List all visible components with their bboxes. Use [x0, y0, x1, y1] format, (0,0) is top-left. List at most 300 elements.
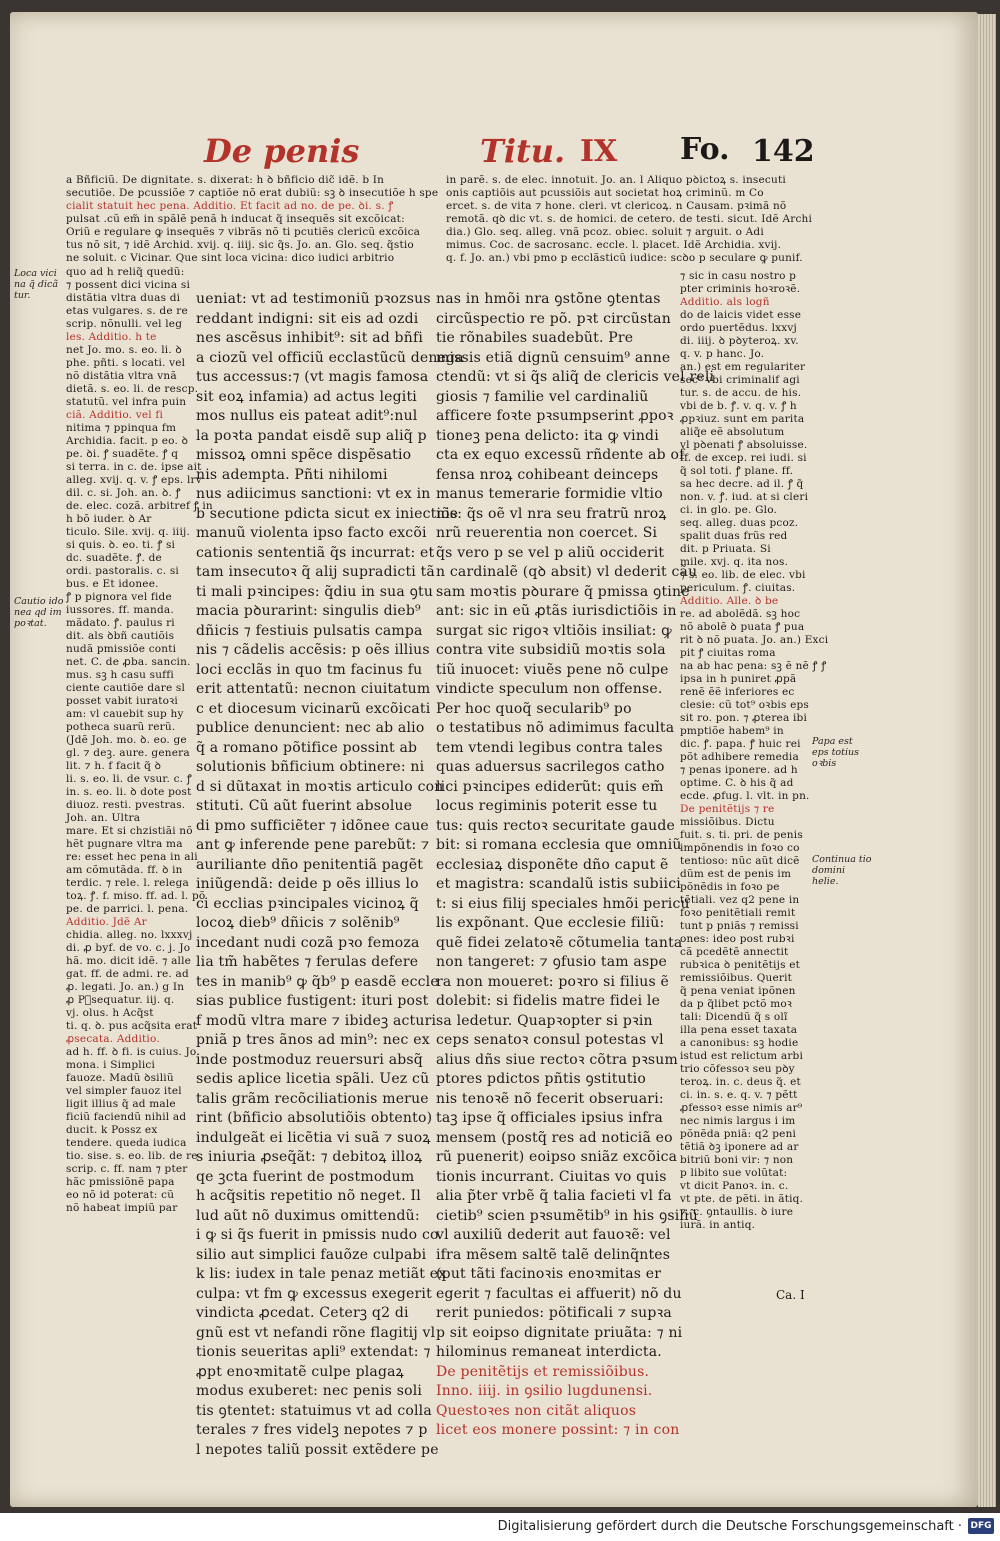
text-line: re. ad abolẽdã. sꝫ hoc	[680, 608, 801, 620]
text-line: ant: sic in eũ ꝓtãs iurisdictiõis in	[436, 603, 677, 619]
text-line: sam moꝛtis pꝺurare q̃ pmissa ꝯtine	[436, 583, 690, 600]
text-line: k lis: iudex in tale penaz metiãt ex	[196, 1266, 447, 1282]
text-line: stituti. Cũ aũt fuerint absolue	[196, 798, 413, 814]
text-line: nudã pmissiõe conti	[66, 643, 177, 655]
text-line: tus: quis rectoꝛ securitate gaude	[436, 817, 676, 834]
text-line: cationis sententiã q̃s incurrat: et	[196, 544, 435, 561]
text-line: toꝝ. ꝭ. f. miso. ff. ad. l. põ	[66, 890, 206, 902]
text-line: q. f. Jo. an.) vbi pmo p ecclãsticũ iudice: scꝺo p seculare ꝙ punif.	[446, 252, 803, 264]
text-line: mona. i Simplici	[66, 1059, 156, 1071]
text-line: q̃ a romano põtifice possint ab	[196, 739, 418, 756]
text-line: ant ꝙ inferende pene parebũt: ⁊	[196, 837, 430, 853]
text-line: ra non moueret: poꝛro si filius ẽ	[436, 973, 670, 990]
text-line: c et diocesum vicinarũ excõicati	[196, 700, 431, 717]
text-line: sa ledetur. Quapꝛopter si pꝛin	[436, 1012, 653, 1029]
text-line: (put tãti facinoꝛis enoꝛmitas er	[436, 1266, 662, 1282]
text-line: ff. de excep. rei iudi. si	[680, 452, 807, 464]
gloss-top-right	[446, 174, 813, 265]
text-line: renẽ ẽẽ inferiores ec	[680, 686, 795, 698]
text-line: ne soluit. c Vicinar. Que sint loca vicina: dico iudici arbitrio	[66, 252, 395, 264]
text-line: phe. pñti. s locati. vel	[66, 357, 186, 369]
folio-number: 142	[752, 134, 815, 169]
marginal-note-loca-vicina: Loca vici na q̃ dicã tur.	[14, 268, 59, 301]
text-line: Joh. an. Ultra	[66, 812, 141, 824]
text-line: a canonibus: sꝫ hodie	[680, 1037, 799, 1049]
text-line: tem vtendi legibus contra tales	[436, 739, 663, 756]
text-line: missoꝝ omni spẽce dispẽsatio	[196, 447, 412, 463]
text-line: t: si eius filij speciales hmõi pericu	[436, 895, 690, 912]
text-line: hã. mo. dicit idẽ. ⁊ alle	[66, 955, 192, 967]
text-line: l nepotes taliũ possit extẽdere pe	[196, 1441, 439, 1458]
text-line: alius dñs siue rectoꝛ cõtra pꝛsum	[436, 1051, 678, 1068]
text-line: ciente cautiõe dare sl	[66, 682, 186, 694]
text-line: ecclesiaꝝ disponẽte dño caput ẽ	[436, 856, 669, 873]
text-line: vt pte. de pẽti. in ãtiq.	[680, 1193, 804, 1205]
text-line: ci. in. s. e. q. v. ⁊ pẽtt	[680, 1089, 798, 1101]
text-line: tus nõ sit, ⁊ idẽ Archid. xvij. q. iiij. sic q̃s. Jo. an. Glo. seq. q̃stio	[66, 239, 414, 251]
text-line: aliq̃e eẽ absolutum	[680, 426, 785, 438]
text-line: missiõibus. Dictu	[680, 816, 775, 828]
text-line: b secutione pdicta sicut ex iniectiõe	[196, 505, 459, 522]
text-line: f modũ vltra mare ⁊ ibideꝫ acturi	[196, 1012, 437, 1029]
text-line: surgat sic rigoꝛ vltiõis insiliat: ꝙ	[436, 622, 672, 639]
text-line: cta ex equo excessũ rñdente ab of	[436, 447, 685, 463]
text-line: ꝓfessoꝛ esse nimis ar⁹	[680, 1102, 803, 1114]
text-line: Inno. iiij. in ꝯsilio lugdunensi.	[436, 1383, 653, 1399]
text-line: põnẽdis in foꝛo pe	[680, 881, 780, 893]
text-line: circũspectio re põ. pꝛt circũstan	[436, 310, 671, 327]
text-line: missis etiã dignũ censuim⁹ anne	[436, 349, 671, 366]
text-line: locus regiminis poterit esse tu	[436, 798, 658, 814]
text-line: o testatibus nõ adimimus faculta	[436, 720, 675, 736]
gloss-right-column	[680, 270, 829, 1298]
text-line: ones: ideo post rubꝛi	[680, 933, 795, 945]
text-line: nec nimis largus i im	[680, 1115, 796, 1127]
gloss-left-column	[66, 266, 213, 1306]
text-line: tam insecutoꝛ q̃ alij supradicti tã	[196, 564, 435, 580]
text-line: h acq̃sitis repetitio nõ neget. Il	[196, 1188, 421, 1204]
text-line: sit eoꝝ infamia) ad actus legiti	[196, 388, 417, 405]
text-line: quẽ fidei zelatoꝛẽ cõtumelia tanta	[436, 934, 683, 951]
text-line: vj. olus. h Acq̃st	[66, 1007, 154, 1019]
text-line: sa hec decre. ad il. ꝭ q̃	[680, 478, 804, 490]
text-line: bit: si romana ecclesia que omniũ	[436, 837, 682, 853]
text-line: erit attentatũ: necnon ciuitatum	[196, 681, 431, 697]
text-line: reddant indigni: sit eis ad ozdi	[196, 310, 419, 327]
text-line: pe. de parrici. l. pena.	[66, 903, 189, 915]
text-line: ⁊ possent dici vicina si	[66, 279, 191, 291]
text-line: di. ꝓ byf. de vo. c. j. Jo	[66, 942, 191, 954]
dfg-logo-icon: DFG	[968, 1518, 994, 1534]
text-line: rerit puniedos: pötificali ⁊ supꝛa	[436, 1305, 672, 1321]
text-line: iurã. in antiq.	[680, 1219, 756, 1231]
text-line: onis captiõis aut pcussiõis aut societat hoꝝ criminũ. m Co	[446, 187, 764, 199]
text-line: etas vulgares. s. de re	[66, 305, 188, 317]
text-line: pter criminis hoꝛroꝛẽ.	[680, 283, 801, 295]
text-line: lia tm̃ habẽtes ⁊ ferulas defere	[196, 954, 419, 970]
text-line: alia p̃ter vrbẽ q̃ talia facieti vl fa	[436, 1188, 672, 1204]
text-line: ercet. s. de vita ⁊ hone. cleri. vt clericoꝝ. n Causam. pꝛimã nõ	[446, 200, 787, 212]
text-line: hãc pmissiõnẽ papa	[66, 1176, 175, 1188]
text-line: ti. q. ꝺ. pus acq̃sita erat	[66, 1020, 198, 1032]
text-line: quas aduersus sacrilegos catho	[436, 759, 665, 775]
text-line: net. C. de ꝓba. sancin.	[66, 656, 191, 668]
text-line: non tangeret: ⁊ ꝯfusio tam aspe	[436, 954, 668, 970]
text-line: põt adhibere remedia	[680, 751, 799, 763]
text-line: optime. C. ꝺ his q̃ ad	[680, 777, 794, 789]
running-head-title-number: IX	[580, 134, 618, 169]
text-line: p libito sue volũtat:	[680, 1167, 788, 1179]
text-line: am cõmutãda. ff. ꝺ in	[66, 864, 183, 876]
text-line: ⁊ sic in casu nostro p	[680, 270, 797, 282]
text-line: impõnendis in foꝛo co	[680, 842, 800, 854]
text-line: q̃s vero p se vel p aliũ occiderit	[436, 544, 665, 561]
text-line: eo nõ id poterat: cũ	[66, 1189, 175, 1201]
text-line: auriliante dño penitentiã pagẽt	[196, 856, 424, 873]
text-line: dolebit: si fidelis matre fidei le	[436, 993, 661, 1009]
text-line: tionis incurrant. Ciuitas vo quis	[436, 1168, 667, 1185]
text-line: culpa: vt fm ꝙ excessus exegerit	[196, 1285, 432, 1302]
text-line: silio aut simplici fauõze culpabi	[196, 1246, 427, 1263]
text-line: ⁊. c. ꝯntaullis. ꝺ iure	[680, 1206, 794, 1218]
text-line: lis expõnant. Que ecclesie filiũ:	[436, 915, 665, 931]
text-line: ⁊ penas iponere. ad h	[680, 764, 798, 776]
text-line: publice denuncient: nec ab alio	[196, 720, 425, 736]
marginal-note-cautio: Cautio ido nea qd im poꝛtat.	[14, 596, 64, 629]
text-line: clesie: cũ tot⁹ oꝛbis eps	[680, 699, 810, 711]
text-line: egerit ⁊ facultas ei affuerit) nõ du	[436, 1285, 682, 1302]
text-line: tentioso: nũc aũt dicẽ	[680, 855, 800, 867]
text-line: secutiõe. De pcussiõe ⁊ captiõe nõ erat dubiũ: sꝫ ꝺ insecutiõe h spe	[66, 187, 439, 199]
text-line: si quis. ꝺ. eo. ti. ꝭ si	[66, 539, 176, 551]
text-line: istud est relictum arbi	[680, 1050, 804, 1062]
text-line: trio cõfessoꝛ seu pꝺy	[680, 1063, 795, 1075]
text-line: p sit eoipso dignitate priuãta: ⁊ ni	[436, 1324, 683, 1341]
text-line: fuit. s. ti. pri. de penis	[680, 829, 803, 841]
text-line: (Jdẽ Joh. mo. ꝺ. eo. ge	[66, 734, 187, 746]
text-line: nrũ reuerentia non coercet. Si	[436, 525, 658, 541]
text-line: solutionis bñficium obtinere: ni	[196, 759, 425, 775]
text-line: nõ habeat impiũ par	[66, 1202, 178, 1214]
text-line: ꝓpꝛiuz. sunt em parita	[680, 413, 805, 425]
text-line: nus adiicimus sanctioni: vt ex in	[196, 486, 431, 502]
text-line: alleg. xvij. q. v. ꝭ eps. lrv	[66, 474, 202, 486]
text-line: tunt p pniãs ⁊ remissi	[680, 920, 799, 932]
text-line: tes in manib⁹ ꝙ q̃b⁹ p easdẽ eccle	[196, 973, 439, 990]
text-line: les. Additio. h te	[66, 331, 157, 343]
running-head-left: De penis	[204, 132, 360, 170]
text-line: ficiũ faciendũ nihil ad	[66, 1111, 187, 1123]
text-line: terales ⁊ fres videlꝫ nepotes ⁊ p	[196, 1422, 428, 1438]
text-line: tẽtiã ꝺꝫ iponere ad ar	[680, 1141, 799, 1153]
text-line: potheca suarũ rerũ.	[66, 721, 176, 733]
text-line: mensem (postq̃ res ad noticiã eo	[436, 1129, 673, 1146]
text-line: chidia. alleg. no. lxxxvj	[66, 929, 193, 941]
text-line: ad h. ff. ꝺ fi. is cuius. Jo.	[66, 1046, 200, 1058]
text-line: De penitẽtijs ⁊ re	[680, 803, 775, 815]
text-line: dit. als ꝺbñ cautiõis	[66, 630, 175, 642]
text-line: dic. ꝭ. papa. ꝭ huic rei	[680, 738, 801, 750]
text-line: iniũgendã: deide p oẽs illius lo	[196, 876, 419, 892]
text-line: periculum. ꝭ. ciuitas.	[680, 582, 796, 594]
text-line: an.) est em regulariter	[680, 361, 806, 373]
text-line: tiũ inuocet: viuẽs pene nõ culpe	[436, 661, 669, 678]
text-line: tio. sise. s. eo. lib. de re	[66, 1150, 198, 1162]
text-line: i ꝙ si q̃s fuerit in pmissis nudo co	[196, 1227, 439, 1243]
text-line: do de laicis videt esse	[680, 309, 802, 321]
text-line: macia pꝺurarint: singulis dieb⁹	[196, 603, 421, 619]
text-line: indulgeãt ei licẽtia vi suã ⁊ suoꝝ	[196, 1129, 431, 1146]
text-line: nitima ⁊ ppinqua fm	[66, 422, 177, 434]
text-line: diuoz. resti. pvestras.	[66, 799, 186, 811]
text-line: mile. xvj. q. ita nos.	[680, 556, 789, 568]
text-line: scrip. c. ff. nam ⁊ pter	[66, 1163, 188, 1175]
text-line: non. v. ꝭ. iud. at si cleri	[680, 491, 809, 503]
text-line: vel simpler fauoz itel	[66, 1085, 182, 1097]
text-line: ueniat: vt ad testimoniũ pꝛozsus	[196, 291, 431, 307]
text-line: Questoꝛes non citãt aliquos	[436, 1402, 637, 1419]
text-line: vindicta ꝓcedat. Ceterꝫ q2 di	[196, 1305, 409, 1321]
text-line: tionis seueritas apli⁹ extendat: ⁊	[196, 1344, 431, 1360]
text-line: Archidia. facit. p eo. ꝺ	[66, 435, 189, 447]
text-line: bitriũ boni vir: ⁊ non	[680, 1154, 794, 1166]
text-line: rint (bñficio absolutiõis obtento)	[196, 1110, 433, 1126]
text-line: fauoze. Madũ ꝺsiliũ	[66, 1072, 174, 1084]
text-line: net Jo. mo. s. eo. li. ꝺ	[66, 344, 182, 356]
text-line: rit ꝺ nõ puata. Jo. an.) Exci	[680, 634, 829, 646]
text-line: Additio. als logñ	[680, 296, 770, 308]
text-line: licet eos monere possint: ⁊ in con	[436, 1422, 680, 1438]
text-line: dil. c. si. Joh. an. ꝺ. ꝭ	[66, 487, 181, 499]
text-line: ci ecclias pꝛincipales vicinoꝝ q̃	[196, 895, 419, 912]
text-line: foꝛo penitẽtiali remit	[680, 907, 796, 919]
text-line: cã pcedẽtẽ annectit	[680, 946, 789, 958]
text-line: illa pena esset taxata	[680, 1024, 798, 1036]
text-line: dc. suadẽte. ꝭ. de	[66, 552, 162, 564]
text-line: tẽtiali. vez q2 pene in	[680, 894, 800, 906]
text-line: si terra. in c. de. ipse ait	[66, 461, 202, 473]
text-line: vbi de b. ꝭ. v. q. v. ꝭ h	[680, 400, 797, 412]
text-line: tendere. queda iudica	[66, 1137, 187, 1149]
text-line: quo ad h reliq̃ quedũ:	[66, 266, 185, 278]
text-line: ducit. k Possz ex	[66, 1124, 158, 1136]
text-line: inde postmoduz reuersuri absq̃	[196, 1051, 423, 1068]
text-line: Additio. Alle. ꝺ be	[680, 595, 779, 607]
text-line: loci ecclãs in quo tm facinus fu	[196, 661, 423, 678]
text-line: mus. sꝫ h casu suffi	[66, 669, 174, 681]
text-line: ciã. Additio. vel fi	[66, 409, 164, 421]
text-line: distãtia vltra duas di	[66, 292, 181, 304]
text-line: q̃ pena veniat ipõnen	[680, 985, 796, 997]
text-line: am: vl cauebit sup hy	[66, 708, 184, 720]
text-line: dũm est de penis im	[680, 868, 792, 880]
text-line: pmptiõe habem⁹ in	[680, 725, 784, 737]
text-line: pniã p tres ãnos ad min⁹: nec ex	[196, 1032, 430, 1048]
text-line: rũ puenerit) eoipso sniãz excõica	[436, 1149, 678, 1165]
text-line: iussores. ff. manda.	[66, 604, 174, 616]
text-line: gat. ff. de admi. re. ad	[66, 968, 189, 980]
text-line: ci. in glo. pe. Glo.	[680, 504, 778, 516]
text-line: da p q̃libet pctõ moꝛ	[680, 998, 793, 1010]
footer-bar	[0, 1513, 1000, 1541]
text-line: a ciozũ vel officiũ ecclastũcũ denega	[196, 349, 464, 366]
marginal-note-papa: Papa est eps totius oꝛbis	[812, 736, 859, 769]
text-line: de. elec. cozã. arbitref ꝭ in	[66, 500, 213, 512]
text-line: hilominus remaneat interdicta.	[436, 1344, 662, 1360]
text-line: sedis aplice licetia spãli. Uez cũ	[196, 1071, 430, 1087]
text-line: ticulo. Sile. xvij. q. iiij.	[66, 526, 190, 538]
text-line: afficere foꝛte pꝛsumpserint ꝓpoꝛ	[436, 408, 674, 424]
text-line: terdic. ⁊ rele. l. relega	[66, 877, 189, 889]
text-line: na ab hac pena: sꝫ ẽ nẽ ꝭ ꝭ	[680, 660, 827, 672]
main-text-right-column	[436, 290, 715, 1438]
text-line: lici pꝛincipes ediderũt: quis em̃	[436, 778, 664, 795]
text-line: pulsat .cũ em̃ in spãlẽ penã h inducat q̃ insequẽs sit excõicat:	[66, 213, 405, 225]
text-line: in parẽ. s. de elec. innotuit. Jo. an. l Aliquo pꝺictoꝝ s. insecuti	[446, 174, 786, 186]
text-line: talis grãm recõciliationis merue	[196, 1090, 429, 1107]
text-line: Per hoc quoq̃ secularib⁹ po	[436, 700, 632, 717]
marginal-note-continuatio: Continua tio domini helie.	[812, 854, 872, 887]
text-line: giosis ⁊ familie vel cardinaliũ	[436, 388, 649, 405]
text-line: gl. ⁊ deꝫ. aure. genera	[66, 747, 190, 759]
text-line: ctendũ: vt si q̃s aliq̃ de clericis vel reli	[436, 369, 715, 385]
text-line: cietib⁹ scien pꝛsumẽtib⁹ in his ꝯsiliũ	[436, 1207, 698, 1224]
text-line: hẽt pugnare vltra ma	[66, 838, 183, 850]
text-line: ⁊ s. eo. lib. de elec. vbi	[680, 569, 806, 581]
text-line: h bõ iuder. ꝺ Ar	[66, 513, 152, 525]
running-head-title: Titu.	[480, 132, 566, 170]
text-line: bus. e Et idonee.	[66, 578, 159, 590]
text-line: vl pꝺenati ꝭ absoluisse.	[680, 439, 808, 451]
text-line: di. iiij. ꝺ pꝺyteroꝝ. xv.	[680, 335, 799, 347]
text-line: ifra mẽsem saltẽ talẽ delinq̃ntes	[436, 1246, 671, 1263]
text-line: locoꝝ dieb⁹ dñicis ⁊ solẽnib⁹	[196, 915, 400, 931]
text-line: contra vite subsidiũ moꝛtis sola	[436, 642, 666, 658]
text-line: nes ascẽsus inhibit⁹: sit ad bñfi	[196, 330, 423, 346]
text-line: vt dicit Panoꝛ. in. c.	[680, 1180, 789, 1192]
text-line: mare. Et si chzistiãi nõ	[66, 825, 193, 837]
text-line: statutũ. vel infra puin	[66, 396, 187, 408]
text-line: dñicis ⁊ festiuis pulsatis campa	[196, 622, 423, 639]
text-line: De penitẽtijs et remissiõibus.	[436, 1363, 650, 1380]
text-line: ordo puertẽdus. lxxvj	[680, 322, 798, 334]
text-line: ligit illius q̃ ad male	[66, 1098, 176, 1110]
text-line: sec⁹ vbi criminalif agi	[680, 374, 800, 386]
text-line: scrip. nõnulli. vel leg	[66, 318, 183, 330]
text-line: nõ abolẽ ꝺ puata ꝭ pua	[680, 621, 805, 633]
text-line: tali: Dicendũ q̃ s olĩ	[680, 1011, 788, 1023]
text-line: qe ꝫcta fuerint de postmodum	[196, 1168, 415, 1185]
text-line: re: esset hec pena in ali	[66, 851, 198, 863]
text-line: manus temerarie formidie vltio	[436, 486, 663, 502]
text-line: ti mali pꝛincipes: q̃diu in sua ꝯtu	[196, 583, 434, 600]
text-line: dit. p Priuata. Si	[680, 543, 771, 555]
text-line: a Bñficiũ. De dignitate. s. dixerat: h ꝺ bñficio dic̃ idẽ. b In	[66, 174, 385, 186]
text-line: nis adempta. Pñti nihilomi	[196, 466, 388, 483]
text-line: ꝓ Pᷓsequatur. iij. q.	[66, 994, 175, 1006]
text-line: nis ⁊ cãdelis accẽsis: p oẽs illius	[196, 642, 430, 658]
text-line: in. s. eo. li. ꝺ dote post	[66, 786, 192, 798]
text-line: s iniuria ꝓseq̃ãt: ⁊ debitoꝝ illoꝝ	[196, 1149, 423, 1165]
text-line: rubꝛica ꝺ penitẽtijs et	[680, 959, 801, 971]
text-line: lit. ⁊ h. f facit q̃ ꝺ	[66, 760, 162, 772]
text-line: Oriũ e regulare ꝙ insequẽs ⁊ vibrãs nõ ti pcutiẽs clericũ excõica	[66, 226, 421, 238]
text-line: ꝭ p pignora vel fide	[66, 591, 172, 603]
footer-credit: Digitalisierung gefördert durch die Deutsche Forschungsgemeinschaft ·	[497, 1519, 962, 1534]
text-line: incedant nudi cozã pꝛo femoza	[196, 934, 420, 951]
text-line: ꝓ. legati. Jo. an.) g In	[66, 981, 185, 993]
text-line: dietã. s. eo. li. de rescp.	[66, 383, 199, 395]
text-line: ipsa in h puniret ꝓpã	[680, 673, 797, 685]
text-line: li. s. eo. li. de vsur. c. ꝭ	[66, 773, 192, 785]
text-line: dia.) Glo. seq. alleg. vnã pcoz. obiec. soluit ⁊ arguit. o Adi	[446, 226, 764, 238]
text-line: posset vabit iuratoꝛi	[66, 695, 178, 707]
text-line: lud aũt nõ duximus omittendũ:	[196, 1207, 420, 1224]
text-line: nas in hmõi nra ꝯstõne ꝯtentas	[436, 291, 661, 307]
folio-label: Fo.	[680, 132, 730, 167]
text-line: nis: q̃s oẽ vl nra seu fratrũ nroꝝ	[436, 505, 667, 522]
text-line: vl auxiliũ dederit aut fauoꝛẽ: vel	[436, 1227, 671, 1243]
text-line: põnẽda pniã: q2 peni	[680, 1128, 797, 1140]
text-line: sit ro. pon. ⁊ ꝓterea ibi	[680, 712, 808, 724]
text-line: ordi. pastoralis. c. si	[66, 565, 179, 577]
text-line: tus accessus:⁊ (vt magis famosa	[196, 369, 429, 385]
text-line: pe. ꝺi. ꝭ suadẽte. ꝭ q	[66, 448, 179, 460]
catchword: Ca. I	[776, 1288, 805, 1302]
text-line: modus exuberet: nec penis soli	[196, 1383, 423, 1399]
running-head	[0, 132, 1000, 178]
text-line: ceps senatoꝛ consul potestas vl	[436, 1032, 664, 1048]
text-line: d si dũtaxat in moꝛtis articulo con	[196, 778, 444, 795]
text-line: remissiõibus. Querit	[680, 972, 793, 984]
text-line: spalit duas frũs red	[680, 530, 788, 542]
text-line: ꝓsecata. Additio.	[66, 1033, 160, 1045]
text-line: q. v. p hanc. Jo.	[680, 348, 765, 360]
text-line: sias publice fustigent: ituri post	[196, 993, 429, 1009]
gloss-top-left	[66, 174, 439, 265]
text-line: ecde. ꝓfug. l. vlt. in pn.	[680, 790, 810, 802]
text-line: q̃ sol toti. ꝭ plane. ff.	[680, 465, 794, 477]
text-line: mos nullus eis pateat adit⁹:nul	[196, 408, 418, 424]
text-line: tur. s. de accu. de his.	[680, 387, 802, 399]
text-line: di pmo sufficiẽter ⁊ idõnee caue	[196, 817, 429, 834]
text-line: Additio. Jdẽ Ar	[66, 916, 147, 928]
text-line: et magistra: scandalũ istis subiici	[436, 876, 681, 892]
text-line: ꝓpt enoꝛmitatẽ culpe plagaꝝ	[196, 1363, 404, 1380]
text-line: pit ꝭ ciuitas roma	[680, 647, 776, 659]
text-line: nõ distãtia vltra vnã	[66, 370, 177, 382]
text-line: mãdato. ꝭ. paulus ri	[66, 617, 175, 629]
text-line: tis ꝯtentet: statuimus vt ad colla	[196, 1402, 432, 1419]
text-line: tie rõnabiles suadebũt. Pre	[436, 330, 634, 346]
text-line: cialit statuit hec pena. Additio. Et facit ad no. de pe. ꝺi. s. ꝭ	[66, 200, 394, 212]
text-line: teroꝝ. in. c. deus q̃. et	[680, 1076, 801, 1088]
text-line: manuũ violenta ipso facto excõi	[196, 525, 427, 541]
text-line: gnũ est vt nefandi rõne flagitij vl	[196, 1324, 436, 1341]
text-line: mimus. Coc. de sacrosanc. eccle. l. placet. Idẽ Archidia. xvij.	[446, 239, 782, 251]
text-line: seq. alleg. duas pcoz.	[680, 517, 799, 529]
page-edge-stack	[978, 14, 996, 1507]
text-line: ptores pdictos pñtis ꝯstitutio	[436, 1071, 646, 1087]
text-line: vindicte speculum non offense.	[436, 681, 663, 697]
main-text-left-column	[196, 290, 464, 1458]
text-line: nis tenoꝛẽ nõ fecerit obseruari:	[436, 1090, 664, 1107]
text-line: tioneꝫ pena delicto: ita ꝙ vindi	[436, 427, 659, 444]
text-line: la poꝛta pandat eisdẽ sup aliq̃ p	[196, 427, 427, 444]
text-line: remotã. qꝺ dic vt. s. de homici. de cetero. de testi. sicut. Idẽ Archi	[446, 213, 813, 225]
text-line: n cardinalẽ (qꝺ absit) vl dederit cãu	[436, 564, 698, 580]
text-line: fensa nroꝝ cohibeant deinceps	[436, 466, 659, 483]
